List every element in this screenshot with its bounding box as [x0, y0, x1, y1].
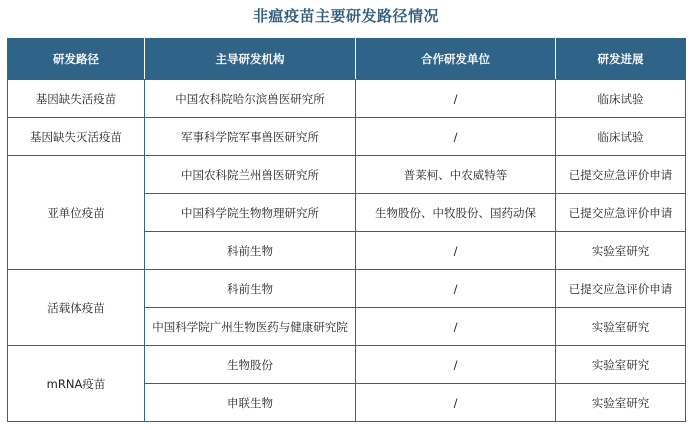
header-institution: 主导研发机构 — [145, 39, 356, 80]
cell-institution: 中国农科院兰州兽医研究所 — [145, 156, 356, 194]
cell-partner: 生物股份、中牧股份、国药动保 — [356, 194, 556, 232]
cell-path: 基因缺失灭活疫苗 — [8, 118, 145, 156]
cell-path: mRNA疫苗 — [8, 346, 145, 422]
cell-progress: 实验室研究 — [556, 232, 686, 270]
cell-partner: 普莱柯、中农威特等 — [356, 156, 556, 194]
cell-partner: / — [356, 80, 556, 118]
cell-institution: 科前生物 — [145, 232, 356, 270]
cell-progress: 已提交应急评价申请 — [556, 270, 686, 308]
table-header-row — [8, 39, 686, 80]
cell-partner: / — [356, 384, 556, 422]
table-row — [8, 156, 686, 194]
cell-progress: 临床试验 — [556, 118, 686, 156]
header-progress: 研发进展 — [556, 39, 686, 80]
cell-path: 活载体疫苗 — [8, 270, 145, 346]
table-row — [8, 118, 686, 156]
cell-progress: 实验室研究 — [556, 346, 686, 384]
cell-progress: 已提交应急评价申请 — [556, 156, 686, 194]
cell-partner: / — [356, 346, 556, 384]
header-path: 研发路径 — [8, 39, 145, 80]
cell-institution: 中国科学院广州生物医药与健康研究院 — [145, 308, 356, 346]
table-row — [8, 346, 686, 384]
cell-institution: 中国农科院哈尔滨兽医研究所 — [145, 80, 356, 118]
cell-path: 亚单位疫苗 — [8, 156, 145, 270]
cell-institution: 军事科学院军事兽医研究所 — [145, 118, 356, 156]
cell-institution: 中国科学院生物物理研究所 — [145, 194, 356, 232]
cell-partner: / — [356, 308, 556, 346]
cell-progress: 已提交应急评价申请 — [556, 194, 686, 232]
cell-progress: 实验室研究 — [556, 308, 686, 346]
header-partner: 合作研发单位 — [356, 39, 556, 80]
cell-institution: 科前生物 — [145, 270, 356, 308]
table-row — [8, 270, 686, 308]
cell-institution: 生物股份 — [145, 346, 356, 384]
vaccine-rd-table — [7, 38, 686, 422]
table-row — [8, 80, 686, 118]
cell-partner: / — [356, 232, 556, 270]
cell-partner: / — [356, 118, 556, 156]
cell-partner: / — [356, 270, 556, 308]
cell-progress: 临床试验 — [556, 80, 686, 118]
cell-path: 基因缺失活疫苗 — [8, 80, 145, 118]
cell-institution: 申联生物 — [145, 384, 356, 422]
cell-progress: 实验室研究 — [556, 384, 686, 422]
page-title: 非瘟疫苗主要研发路径情况 — [252, 7, 439, 25]
